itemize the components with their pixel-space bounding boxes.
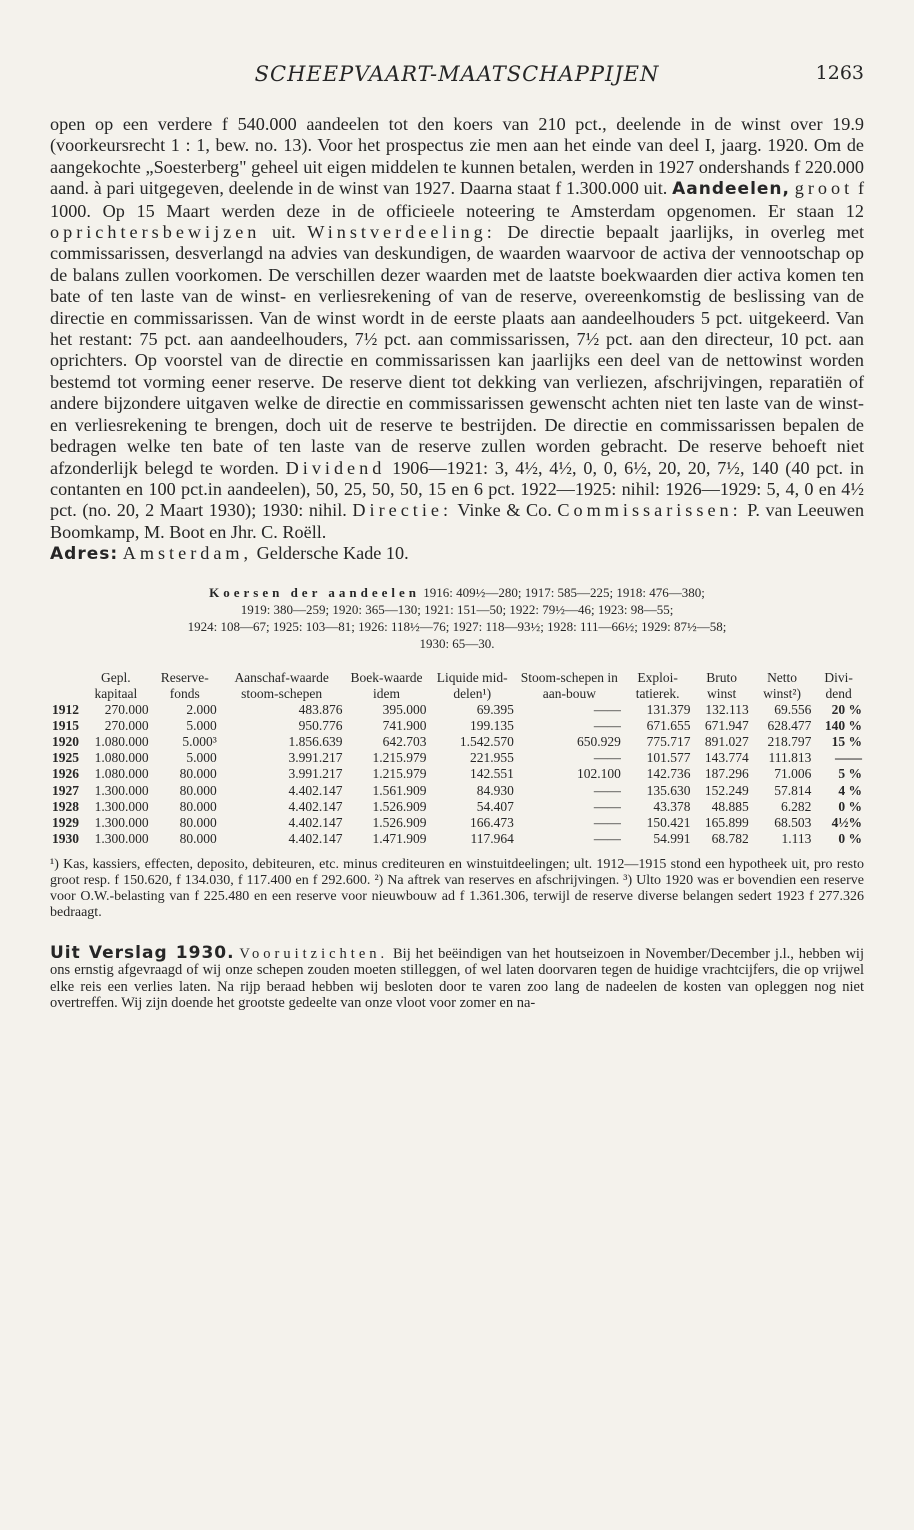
table-cell: 48.885 — [711, 798, 749, 814]
table-cell: 775.717 — [646, 733, 691, 749]
table-cell: —— — [593, 814, 621, 830]
table-cell: 187.296 — [704, 766, 749, 782]
table-cell: 57.814 — [774, 782, 812, 798]
table-cell: 1925 — [52, 750, 79, 766]
column-header — [50, 670, 81, 702]
table-header-row — [50, 670, 864, 702]
financial-table — [50, 670, 864, 848]
running-head: SCHEEPVAART-MAATSCHAPPIJEN — [254, 62, 660, 86]
table-cell: 84.930 — [476, 782, 514, 798]
table-row — [50, 799, 864, 815]
table-row — [50, 783, 864, 799]
table-cell: 54.991 — [653, 831, 691, 847]
table-footnotes: ¹) Kas, kassiers, effecten, deposito, debiteuren, etc. minus crediteuren en winstuitdeelingen; ult. 1912—1915 stond een hypotheek uit, pro resto groot resp. f 150.620, f 134.030, f 117.400 en f 292.600. ²) Na aftrek van reserves en afschrijvingen. ³) Ulto 1920 was er bovendien een reserve voor O.W.-belasting van f 225.480 en een reserve voor nieuwbouw ad f 1.361.306, terwijl de reserve diverse belangen sedert 1923 f 277.326 bedraagt. — [50, 857, 864, 920]
table-cell: 150.421 — [646, 814, 691, 830]
oprichters-label: oprichtersbewijzen — [50, 222, 261, 243]
table-cell: 4.402.147 — [288, 798, 343, 814]
table-cell: 43.378 — [653, 798, 691, 814]
table-cell: 1.526.909 — [372, 814, 427, 830]
table-row — [50, 750, 864, 766]
dividend-label: Dividend — [285, 457, 386, 478]
table-cell: 1.542.570 — [459, 733, 514, 749]
table-cell: 1912 — [52, 701, 79, 717]
company-description — [50, 114, 864, 566]
share-prices-line-3: 1924: 108—67; 1925: 103—81; 1926: 118½—76; 1927: 118—93½; 1928: 111—66½; 1929: 87½—58; — [187, 618, 727, 634]
table-cell: 68.782 — [711, 831, 749, 847]
table-cell: 4½% — [831, 814, 862, 830]
table-cell: 1.300.000 — [94, 831, 149, 847]
table-cell: 270.000 — [104, 717, 149, 733]
table-cell: 741.900 — [382, 717, 427, 733]
table-cell: 152.249 — [704, 782, 749, 798]
table-cell: 71.006 — [774, 766, 812, 782]
share-prices-line — [50, 584, 864, 601]
table-cell: 628.477 — [767, 717, 812, 733]
table-cell: 199.135 — [470, 717, 514, 733]
table-cell: 1.561.909 — [372, 782, 427, 798]
column-header: Bruto winst — [706, 669, 737, 701]
table-cell: 3.991.217 — [288, 750, 343, 766]
paragraph-winstverdeeling: De directie bepaalt jaarlijks, in overleg met commissarissen, desverlangd na advies van deskundigen, de waarden waarvoor de activa der vennootschap op de balans zullen voorkomen. De verschillen dezer waarden met de laatste boekwaarden dier activa komen ten bate of ten laste van de winst- en verliesrekening of van de reserve, overeenkomstig de beslissing van de directie en commissarissen. Van de winst wordt in de eerste plaats aan aandeelhouders 5 pct. uitgekeerd. Van het restant: 75 pct. aan aandeelhouders, 7½ pct. aan commissarissen, 7½ pct. aan den directeur, 10 pct. aan oprichters. Op voorstel van de directie en commissarissen kan jaarlijks een deel van de nettowinst worden bestemd tot vorming eener reserve. De reserve dient tot dekking van verliezen, afschrijvingen, reparatiën of andere bijzondere uitgaven welke de directie en commissarissen gewenscht achten niet ten laste van de winst- en verliesrekening te brengen, doch uit de reserve te bestrijden. De directie en commissarissen bepalen de bedragen welke ten bate of ten laste van de reserve zullen worden gebracht. De reserve behoeft niet afzonderlijk belegd te worden. — [50, 222, 865, 478]
table-cell: 102.100 — [576, 766, 621, 782]
table-cell: 142.551 — [470, 766, 514, 782]
table-cell: 1930 — [52, 831, 79, 847]
table-cell: 1926 — [52, 766, 79, 782]
table-cell: 218.797 — [767, 733, 812, 749]
table-body — [50, 702, 864, 848]
table-cell: 2.000 — [186, 701, 217, 717]
page-header — [50, 0, 864, 100]
table-cell: 69.395 — [476, 701, 514, 717]
table-cell: 5.000 — [186, 750, 217, 766]
table-cell: 1.080.000 — [94, 766, 149, 782]
table-cell: 80.000 — [179, 814, 217, 830]
table-cell: 1.215.979 — [372, 766, 427, 782]
table-cell: 1.080.000 — [94, 733, 149, 749]
table-cell: —— — [593, 798, 621, 814]
table-cell: 1.080.000 — [94, 750, 149, 766]
table-cell: 1927 — [52, 782, 79, 798]
paragraph-listing: f 1000. Op 15 Maart werden deze in de officieele noteering te Amsterdam opgenomen. Er staan 12 — [50, 178, 865, 221]
adres-street: Geldersche Kade 10. — [256, 543, 409, 564]
table-cell: 54.407 — [476, 798, 514, 814]
column-header: Netto winst²) — [763, 669, 801, 701]
table-row — [50, 831, 864, 847]
column-header: Aanschaf-waarde stoom-schepen — [234, 669, 329, 701]
table-cell: 950.776 — [298, 717, 343, 733]
table-cell: 4.402.147 — [288, 782, 343, 798]
column-header: Liquide mid-delen¹) — [436, 669, 508, 701]
table-cell: 0 % — [838, 798, 862, 814]
table-cell: 4 % — [838, 782, 862, 798]
table-cell: 5 % — [838, 766, 862, 782]
paragraph-commissarissen: P. van Leeuwen Boomkamp, M. Boot en Jhr. C. Roëll. — [50, 500, 865, 542]
table-cell: 4.402.147 — [288, 814, 343, 830]
annual-report-excerpt — [50, 942, 864, 1012]
table-cell: 140 % — [824, 717, 862, 733]
table-cell: 80.000 — [179, 798, 217, 814]
share-prices-line-2: 1919: 380—259; 1920: 365—130; 1921: 151—50; 1922: 79½—46; 1923: 98—55; — [240, 601, 674, 617]
table-cell: 4.402.147 — [288, 831, 343, 847]
table-cell: 111.813 — [768, 750, 812, 766]
table-cell: 5.000 — [186, 717, 217, 733]
table-cell: —— — [835, 750, 862, 766]
table-cell: —— — [593, 717, 621, 733]
report-text: Bij het beëindigen van het houtseizoen in November/December j.l., hebben wij ons ernstig afgevraagd of wij onze schepen zouden moeten stilleggen, of wel laten doorvaren tegen de huidige vrachtcijfers, die op vrijwel elke reis een verlies laten. Na rijp beraad hebben wij besloten door te varen zoo lang de nadeelen de kosten van opleggen nog niet overtreffen. Wij zijn doende het grootste gedeelte van onze vloot voor zomer en na- — [50, 945, 864, 1012]
winstverdeeling-label: Winstverdeeling: — [307, 222, 496, 243]
table-cell: 166.473 — [470, 814, 514, 830]
table-cell: 117.964 — [470, 831, 514, 847]
table-cell: 270.000 — [104, 701, 149, 717]
column-header: Exploi-tatierek. — [635, 669, 680, 701]
table-cell: 395.000 — [382, 701, 427, 717]
table-cell: —— — [593, 701, 621, 717]
share-prices — [50, 584, 864, 652]
table-cell: 80.000 — [179, 766, 217, 782]
commissarissen-label: Commissarissen: — [557, 500, 742, 521]
table-cell: 0 % — [838, 831, 862, 847]
paragraph-directie: Vinke & Co. — [457, 500, 552, 521]
table-cell: 68.503 — [774, 814, 812, 830]
paragraph-dividend: 1906—1921: 3, 4½, 4½, 0, 0, 6½, 20, 20, 7½, 140 (40 pct. in contanten en 100 pct.in aandeelen), 50, 25, 50, 50, 15 en 6 pct. 1922—1925: nihil: 1926—1929: 5, 4, 0 en 4½ pct. (no. 20, 2 Maart 1930); 1930: nihil. — [50, 457, 864, 521]
table-cell: 1.471.909 — [372, 831, 427, 847]
table-row — [50, 718, 864, 734]
table-cell: 1.300.000 — [94, 782, 149, 798]
directie-label: Directie: — [352, 500, 453, 521]
table-row — [50, 702, 864, 718]
table-cell: 80.000 — [179, 831, 217, 847]
table-cell: 891.027 — [704, 733, 749, 749]
column-header: Reserve-fonds — [160, 669, 209, 701]
column-header: Divi-dend — [824, 669, 853, 701]
table-cell: 101.577 — [646, 750, 691, 766]
aandeelen-label: Aandeelen, — [672, 179, 790, 200]
table-cell: 20 % — [831, 701, 862, 717]
table-cell: 1.300.000 — [94, 814, 149, 830]
table-row — [50, 766, 864, 782]
table-cell: 143.774 — [704, 750, 749, 766]
table-cell: 80.000 — [179, 782, 217, 798]
share-prices-line-4: 1930: 65—30. — [419, 635, 495, 651]
table-cell: 671.947 — [704, 717, 749, 733]
table-row — [50, 734, 864, 750]
table-cell: 1.526.909 — [372, 798, 427, 814]
table-cell: 1915 — [52, 717, 79, 733]
table-row — [50, 815, 864, 831]
column-header: Boek-waarde idem — [350, 669, 423, 701]
share-prices-line-1: 1916: 409½—280; 1917: 585—225; 1918: 476—380; — [423, 584, 705, 600]
table-cell: 1920 — [52, 733, 79, 749]
table-cell: —— — [593, 831, 621, 847]
table-cell: 221.955 — [470, 750, 514, 766]
table-cell: 642.703 — [382, 733, 427, 749]
page-number: 1263 — [815, 62, 864, 84]
table-cell: 131.379 — [646, 701, 691, 717]
paragraph-uit: uit. — [271, 222, 296, 243]
table-cell: 69.556 — [774, 701, 812, 717]
table-cell: 1.215.979 — [372, 750, 427, 766]
table-cell: 15 % — [831, 733, 862, 749]
table-cell: 1.113 — [781, 831, 812, 847]
adres-city: Amsterdam, — [122, 543, 253, 564]
paragraph-capital: open op een verdere f 540.000 aandeelen tot den koers van 210 pct., deelende in de winst over 19.9 (voorkeursrecht 1 : 1, bew. no. 13). Voor het prospectus zie men aan het einde van deel I, jaarg. 1920. Om de aangekochte „Soesterberg" geheel uit eigen middelen te kunnen betalen, werden in 1927 ondershands f 220.000 aand. à pari uitgegeven, deelende in de winst van 1927. Daarna staat f 1.300.000 uit. — [50, 114, 864, 199]
table-cell: 1928 — [52, 798, 79, 814]
column-header: Gepl. kapitaal — [94, 669, 138, 701]
column-header: Stoom-schepen in aan-bouw — [520, 669, 618, 701]
table-cell: 671.655 — [646, 717, 691, 733]
table-cell: 135.630 — [646, 782, 691, 798]
table-cell: 483.876 — [298, 701, 343, 717]
table-cell: —— — [593, 750, 621, 766]
share-prices-label: Koersen der aandeelen — [209, 584, 420, 600]
table-cell: 650.929 — [576, 733, 621, 749]
table-cell: 142.736 — [646, 766, 691, 782]
report-label: Uit Verslag 1930. — [50, 942, 235, 963]
table-cell: 132.113 — [705, 701, 749, 717]
table-cell: 1.300.000 — [94, 798, 149, 814]
adres-label: Adres: — [50, 544, 119, 565]
table-cell: 6.282 — [780, 798, 812, 814]
table-cell: —— — [593, 782, 621, 798]
table-cell: 5.000³ — [182, 733, 217, 749]
table-cell: 1929 — [52, 814, 79, 830]
table-cell: 1.856.639 — [288, 733, 343, 749]
table-cell: 3.991.217 — [288, 766, 343, 782]
vooruitzichten-label: Vooruitzichten. — [239, 945, 389, 962]
table-cell: 165.899 — [704, 814, 749, 830]
groot-label: groot — [794, 178, 854, 199]
